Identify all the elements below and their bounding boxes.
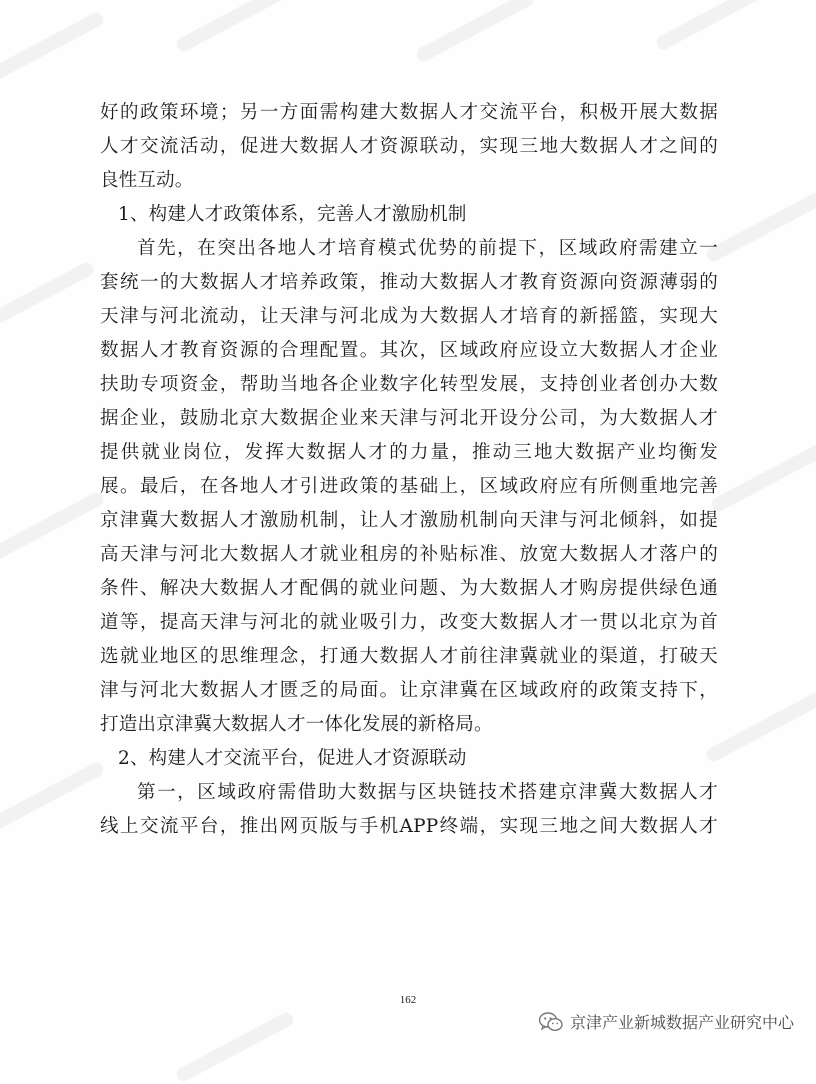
paragraph-line: 数据人才教育资源的合理配置。其次，区域政府应设立大数据人才企业 bbox=[100, 340, 718, 361]
paragraph-line: 展。最后，在各地人才引进政策的基础上，区域政府应有所侧重地完善 bbox=[100, 476, 718, 497]
paragraph-line: 据企业，鼓励北京大数据企业来天津与河北开设分公司，为大数据人才 bbox=[100, 408, 718, 429]
paragraph-line: 天津与河北流动，让天津与河北成为大数据人才培育的新摇篮，实现大 bbox=[100, 306, 718, 327]
paragraph-line: 津与河北大数据人才匮乏的局面。让京津冀在区域政府的政策支持下， bbox=[100, 680, 718, 701]
paragraph-line: 提供就业岗位，发挥大数据人才的力量，推动三地大数据产业均衡发 bbox=[100, 442, 718, 463]
section-heading-1: 1、构建人才政策体系，完善人才激励机制 bbox=[118, 204, 467, 225]
paragraph-line: 京津冀大数据人才激励机制，让人才激励机制向天津与河北倾斜，如提 bbox=[100, 510, 718, 531]
paragraph-line: 良性互动。 bbox=[100, 170, 194, 191]
paragraph-line: 选就业地区的思维理念，打通大数据人才前往津冀就业的渠道，打破天 bbox=[100, 646, 718, 667]
paragraph-line: 道等，提高天津与河北的就业吸引力，改变大数据人才一贯以北京为首 bbox=[100, 612, 718, 633]
paragraph-line: 高天津与河北大数据人才就业租房的补贴标准、放宽大数据人才落户的 bbox=[100, 544, 718, 565]
paragraph-line: 第一，区域政府需借助大数据与区块链技术搭建京津冀大数据人才 bbox=[137, 782, 718, 803]
wechat-icon bbox=[538, 1011, 564, 1033]
paragraph-line: 首先，在突出各地人才培育模式优势的前提下，区域政府需建立一 bbox=[137, 238, 718, 259]
page-number: 162 bbox=[399, 994, 417, 1006]
paragraph-line: 线上交流平台，推出网页版与手机APP终端，实现三地之间大数据人才 bbox=[100, 816, 718, 837]
source-label: 京津产业新城数据产业研究中心 bbox=[569, 1013, 794, 1032]
source-watermark bbox=[538, 1010, 794, 1033]
paragraph-line: 套统一的大数据人才培养政策，推动大数据人才教育资源向资源薄弱的 bbox=[100, 272, 718, 293]
document-body bbox=[100, 96, 718, 844]
paragraph-line: 扶助专项资金，帮助当地各企业数字化转型发展，支持创业者创办大数 bbox=[100, 374, 718, 395]
paragraph-line: 好的政策环境；另一方面需构建大数据人才交流平台，积极开展大数据 bbox=[100, 102, 718, 123]
paragraph-line: 条件、解决大数据人才配偶的就业问题、为大数据人才购房提供绿色通 bbox=[100, 578, 718, 599]
section-heading-2: 2、构建人才交流平台，促进人才资源联动 bbox=[118, 748, 467, 769]
paragraph-line: 人才交流活动，促进大数据人才资源联动，实现三地大数据人才之间的 bbox=[100, 136, 718, 157]
paragraph-line: 打造出京津冀大数据人才一体化发展的新格局。 bbox=[100, 714, 493, 735]
